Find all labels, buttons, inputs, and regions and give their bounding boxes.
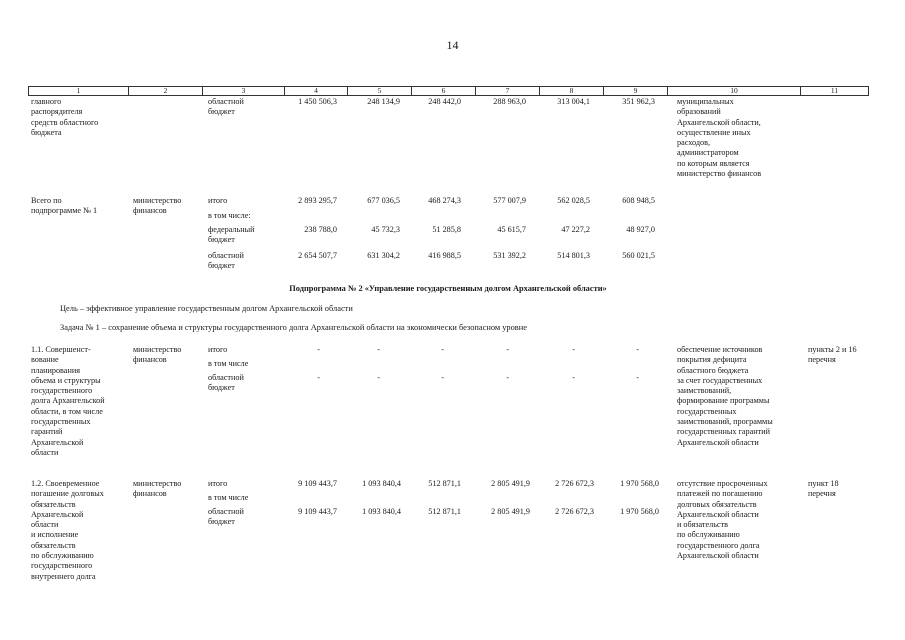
item-1-2-reference: пункт 18 перечня: [808, 479, 839, 499]
including-label: в том числе:: [208, 211, 251, 220]
col-header-1: 1: [29, 87, 129, 96]
item-1-2-total-value: 2 805 491,9: [491, 479, 530, 488]
goal-text: Цель – эффективное управление государственным долгом Архангельской области: [60, 304, 353, 313]
regional-row-value: 2 654 507,7: [298, 251, 337, 260]
total-row-value: 562 028,5: [557, 196, 590, 205]
item-1-1-reference: пункты 2 и 16 перечня: [808, 345, 857, 365]
item-1-2-total-value: 512 871,1: [428, 479, 461, 488]
item-1-1-description: 1.1. Совершенст- вование планирования объема и структуры государственного долга Архангельской области, в том числе государственных гарантий Архангельской области: [31, 345, 105, 457]
federal-row-value: 51 285,8: [432, 225, 461, 234]
regional-row-value: 416 988,5: [428, 251, 461, 260]
item-1-2-executor: министерство финансов: [133, 479, 182, 499]
total-block-executor: министерство финансов: [133, 196, 182, 216]
federal-row-value: 45 615,7: [497, 225, 526, 234]
federal-row-value: 47 227,2: [561, 225, 590, 234]
item-1-1-total-value: -: [377, 345, 380, 354]
item-1-2-total-value: 1 093 840,4: [362, 479, 401, 488]
item-1-1-regional-value: -: [506, 373, 509, 382]
federal-row-label: федеральный бюджет: [208, 225, 255, 245]
item-1-1-regional-value: -: [572, 373, 575, 382]
item-1-2-regional-label: областной бюджет: [208, 507, 244, 527]
total-row-label: итого: [208, 196, 228, 205]
task-text: Задача № 1 – сохранение объема и структуры государственного долга Архангельской области на экономически безопасном уровне: [60, 323, 527, 332]
item-1-1-executor: министерство финансов: [133, 345, 182, 365]
total-row-value: 468 274,3: [428, 196, 461, 205]
top-block-source: областной бюджет: [208, 97, 244, 117]
item-1-1-total-value: -: [572, 345, 575, 354]
col-header-3: 3: [203, 87, 285, 96]
column-number-header: [28, 86, 869, 96]
item-1-2-total-value: 9 109 443,7: [298, 479, 337, 488]
total-block-description: Всего по подпрограмме № 1: [31, 196, 98, 216]
item-1-1-regional-value: -: [317, 373, 320, 382]
total-row-value: 608 948,5: [622, 196, 655, 205]
item-1-1-regional-label: областной бюджет: [208, 373, 244, 393]
item-1-2-total-value: 1 970 568,0: [620, 479, 659, 488]
col-header-4: 4: [285, 87, 348, 96]
item-1-1-total-value: -: [441, 345, 444, 354]
top-block-value-6: 248 442,0: [428, 97, 461, 106]
regional-row-label: областной бюджет: [208, 251, 244, 271]
item-1-2-regional-value: 1 970 568,0: [620, 507, 659, 516]
item-1-2-regional-value: 9 109 443,7: [298, 507, 337, 516]
item-1-2-regional-value: 2 726 672,3: [555, 507, 594, 516]
total-row-value: 577 007,9: [493, 196, 526, 205]
total-row-value: 2 893 295,7: [298, 196, 337, 205]
item-1-1-regional-value: -: [636, 373, 639, 382]
top-block-value-9: 351 962,3: [622, 97, 655, 106]
item-1-2-regional-value: 2 805 491,9: [491, 507, 530, 516]
item-1-2-regional-value: 1 093 840,4: [362, 507, 401, 516]
item-1-1-regional-value: -: [377, 373, 380, 382]
federal-row-value: 48 927,0: [626, 225, 655, 234]
top-block-description: главного распорядителя средств областного бюджета: [31, 97, 99, 137]
item-1-2-result: отсутствие просроченных платежей по погашению долговых обязательств Архангельской области и обязательств по обслуживанию государственного долга Архангельской области: [677, 479, 768, 561]
item-1-1-total-value: -: [636, 345, 639, 354]
item-1-2-total-value: 2 726 672,3: [555, 479, 594, 488]
item-1-1-total-label: итого: [208, 345, 228, 354]
top-block-value-4: 1 450 506,3: [298, 97, 337, 106]
subprogram-title: Подпрограмма № 2 «Управление государственным долгом Архангельской области»: [289, 284, 607, 293]
col-header-9: 9: [604, 87, 668, 96]
top-block-result: муниципальных образований Архангельской области, осуществление иных расходов, администратором по которым является министерство финансов: [677, 97, 762, 179]
item-1-1-regional-value: -: [441, 373, 444, 382]
federal-row-value: 45 732,3: [371, 225, 400, 234]
col-header-2: 2: [129, 87, 203, 96]
col-header-7: 7: [476, 87, 540, 96]
item-1-2-regional-value: 512 871,1: [428, 507, 461, 516]
item-1-2-total-label: итого: [208, 479, 228, 488]
item-1-1-total-value: -: [506, 345, 509, 354]
item-1-1-result: обеспечение источников покрытия дефицита областного бюджета за счет государственных заимствований, формирование программы государственных заимствований, программы государственных гарантий Архангельской области: [677, 345, 773, 447]
page-number: 14: [446, 38, 459, 52]
total-row-value: 677 036,5: [367, 196, 400, 205]
col-header-11: 11: [801, 87, 869, 96]
col-header-5: 5: [348, 87, 412, 96]
item-1-1-including-label: в том числе: [208, 359, 249, 368]
top-block-value-7: 288 963,0: [493, 97, 526, 106]
item-1-1-total-value: -: [317, 345, 320, 354]
regional-row-value: 531 392,2: [493, 251, 526, 260]
item-1-2-including-label: в том числе: [208, 493, 249, 502]
col-header-6: 6: [412, 87, 476, 96]
col-header-8: 8: [540, 87, 604, 96]
col-header-10: 10: [668, 87, 801, 96]
top-block-value-8: 313 004,1: [557, 97, 590, 106]
regional-row-value: 560 021,5: [622, 251, 655, 260]
regional-row-value: 514 801,3: [557, 251, 590, 260]
federal-row-value: 238 788,0: [304, 225, 337, 234]
item-1-2-description: 1.2. Своевременное погашение долговых обязательств Архангельской области и исполнение обязательств по обслуживанию государственного внутреннего долга: [31, 479, 104, 581]
regional-row-value: 631 304,2: [367, 251, 400, 260]
top-block-value-5: 248 134,9: [367, 97, 400, 106]
